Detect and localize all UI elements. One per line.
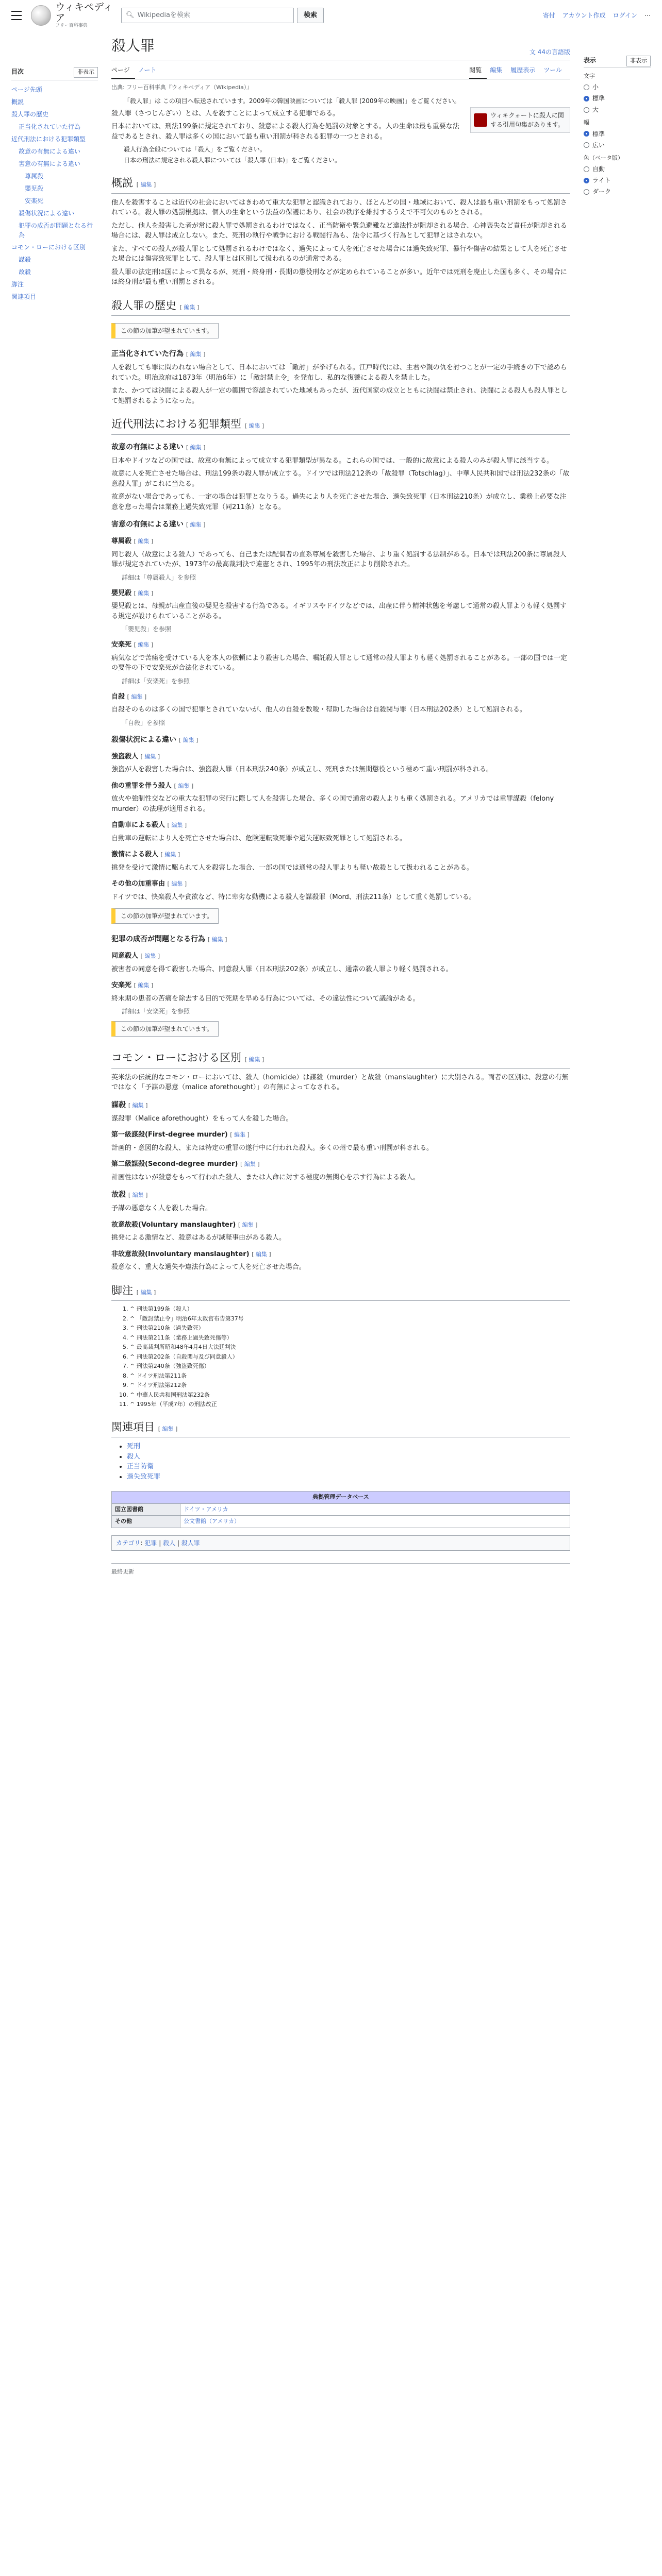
wikiquote-text: ウィキクォートに殺人に関する引用句集があります。 <box>490 111 565 128</box>
search-icon: 🔍︎ <box>126 11 135 20</box>
appearance-hide-button[interactable]: 非表示 <box>626 56 651 66</box>
reference-list <box>111 1305 570 1409</box>
authority-key: 国立図書館 <box>112 1503 180 1516</box>
paragraph: 予謀の悪意なく人を殺した場合。 <box>111 1205 212 1212</box>
paragraph: 故意がない場合であっても、一定の場合は犯罪となりうる。過失により人を死亡させた場合、過失致死罪（日本刑法210条）が成立し、業務上必要な注意を怠った場合は業務上過失致死罪（同211条）となる。 <box>111 493 567 511</box>
appearance-option[interactable] <box>584 164 651 174</box>
edit-link[interactable]: [ 編集 ] <box>174 783 194 789</box>
related-item <box>127 1462 570 1472</box>
from-wikipedia: 出典: フリー百科事典『ウィキペディア（Wikipedia）』 <box>111 84 253 91</box>
reference-item: 4. ^ 刑法第211条（業務上過失致死傷等） <box>130 1334 570 1343</box>
paragraph: 殺意なく、重大な過失や違法行為によって人を死亡させた場合。 <box>111 1263 306 1271</box>
appearance-option[interactable] <box>584 105 651 114</box>
edit-link[interactable]: [ 編集 ] <box>161 851 180 858</box>
radio-button[interactable] <box>584 96 589 101</box>
radio-button[interactable] <box>584 142 589 148</box>
reference-item: 10. ^ 中華人民共和国刑法第232条 <box>130 1391 570 1400</box>
more-icon[interactable]: ⋯ <box>644 12 651 19</box>
edit-link[interactable]: [ 編集 ] <box>245 1056 264 1063</box>
subsection-heading: 正当化されていた行為 [ 編集 ] <box>111 349 570 360</box>
paragraph: 強盗が人を殺害した場合は、強盗殺人罪（日本刑法240条）が成立し、死刑または無期懲役という極めて重い刑罰が科される。 <box>111 766 493 773</box>
option-label: ライト <box>592 177 611 184</box>
edit-link[interactable]: [ 編集 ] <box>240 1161 260 1167</box>
language-button[interactable]: 文︎ 44の言語版 <box>529 48 570 56</box>
lead-paragraph: 殺人罪（さつじんざい）とは、人を殺すことによって成立する犯罪である。 <box>111 109 340 117</box>
appearance-group-title: 色（ベータ版） <box>584 154 623 161</box>
section-heading-notes: 脚注 [ 編集 ] <box>111 1283 570 1301</box>
option-label: 広い <box>592 141 605 149</box>
paragraph: 自動車の運転により人を死亡させた場合は、危険運転致死罪や過失運転致死罪として処罰される。 <box>111 834 407 842</box>
edit-link[interactable]: [ 編集 ] <box>186 444 206 451</box>
reference-item: 2. ^ 「敵討禁止令」明治6年太政官布告第37号 <box>130 1315 570 1324</box>
section-heading-overview: 概説 [ 編集 ] <box>111 175 570 194</box>
edit-link[interactable]: [ 編集 ] <box>137 1289 156 1296</box>
appearance-panel <box>584 31 651 1576</box>
reference-item: 11. ^ 1995年（平成7年）の刑法改正 <box>130 1400 570 1409</box>
wikiquote-box[interactable] <box>470 107 570 133</box>
edit-link[interactable]: [ 編集 ] <box>230 1131 250 1138</box>
related-link[interactable]: 殺人 <box>127 1452 141 1461</box>
toc-item[interactable]: 概説 <box>11 98 24 106</box>
authority-title[interactable]: 典拠管理データベース <box>112 1492 570 1504</box>
subsubsection-heading: 同意殺人 [ 編集 ] <box>111 951 570 961</box>
edit-link[interactable]: [ 編集 ] <box>134 982 154 989</box>
paragraph: 計画性はないが殺意をもって行われた殺人、または人命に対する極度の無関心を示す行為による殺人。 <box>111 1173 420 1181</box>
paragraph: 人を殺しても罪に問われない場合として、日本においては「敵討」が挙げられる。江戸時代には、主君や親の仇を討つことが一定の手続きの下で認められていた。明治政府は1873年（明治6年）に「敵討禁止令」を発布し、私的な復讐による殺人を禁止した。 <box>111 364 567 382</box>
edit-link[interactable]: [ 編集 ] <box>180 304 200 311</box>
authority-key: その他 <box>112 1516 180 1528</box>
paragraph: 他人を殺害することは近代の社会においてはきわめて重大な犯罪と認識されており、ほとんどの国・地域において、殺人は最も重い刑罰をもって処罰されている。殺人罪の処罰根拠は、個人の生命という法益の保護にあり、社会の秩序を維持するうえで不可欠のものとされる。 <box>111 198 567 216</box>
radio-button[interactable] <box>584 178 589 183</box>
edit-link[interactable]: [ 編集 ] <box>238 1222 258 1228</box>
create-account-link[interactable]: アカウント作成 <box>562 12 606 19</box>
subsection-heading: 謀殺 [ 編集 ] <box>111 1100 570 1111</box>
paragraph: 嬰児殺とは、母親が出産直後の嬰児を殺害する行為である。イギリスやドイツなどでは、出産に伴う精神状態を考慮して通常の殺人罪よりも軽く処罰する規定が設けられていることがある。 <box>111 602 567 620</box>
reference-item: 5. ^ 最高裁判所昭和48年4月4日大法廷判決 <box>130 1343 570 1352</box>
radio-button[interactable] <box>584 84 589 90</box>
tab-edit[interactable]: 編集 <box>490 66 503 74</box>
subsection-heading: 故意の有無による違い [ 編集 ] <box>111 442 570 453</box>
reference-item: 6. ^ 刑法第202条（自殺関与及び同意殺人） <box>130 1353 570 1362</box>
subsection-heading: 犯罪の成否が問題となる行為 [ 編集 ] <box>111 934 570 945</box>
edit-link[interactable]: [ 編集 ] <box>134 590 154 597</box>
edit-link[interactable]: [ 編集 ] <box>179 737 198 743</box>
main-menu-icon[interactable] <box>11 11 22 20</box>
wikiquote-icon <box>474 113 487 127</box>
tab-tools[interactable]: ツール <box>543 66 562 74</box>
subsubsection-heading: 他の重罪を伴う殺人 [ 編集 ] <box>111 781 570 791</box>
paragraph: また、かつては決闘による殺人が一定の範囲で容認されていた地域もあったが、近代国家の成立とともに決闘は禁止され、決闘による殺人も殺人罪として処罰されるようになった。 <box>111 387 568 405</box>
subsubsection-heading: 安楽死 [ 編集 ] <box>111 640 570 650</box>
paragraph: 故意に人を死亡させた場合は、刑法199条の殺人罪が成立する。ドイツでは刑法212条の「故殺罪（Totschlag）」、中華人民共和国では刑法232条の「故意殺人罪」がこれに当たる。 <box>111 470 570 488</box>
appearance-option[interactable] <box>584 94 651 103</box>
toc-item[interactable]: 正当化されていた行為 <box>19 123 81 130</box>
search-input[interactable] <box>121 8 294 23</box>
toc-item[interactable]: 故殺 <box>19 268 31 276</box>
option-label: 自動 <box>592 165 605 173</box>
subsubsection-heading: 安楽死 [ 編集 ] <box>111 980 570 991</box>
subsubsection-heading: 自殺 [ 編集 ] <box>111 692 570 702</box>
paragraph: 病気などで苦痛を受けている人を本人の依頼により殺害した場合、嘱託殺人罪として通常の殺人罪よりも軽く処罰されることがある。一部の国では一定の要件の下で安楽死が合法化されている。 <box>111 654 568 672</box>
hatnote: 「殺人罪」は この項目へ転送されています。2009年の韓国映画については「殺人罪 (2009年の映画)」をご覧ください。 <box>124 97 460 105</box>
toc-item[interactable]: ページ先頭 <box>11 86 42 93</box>
tab-page[interactable]: ページ <box>111 62 135 79</box>
radio-button[interactable] <box>584 166 589 172</box>
category-link[interactable]: 殺人罪 <box>181 1539 200 1547</box>
radio-button[interactable] <box>584 107 589 113</box>
lead-paragraph: 日本においては、刑法199条に規定されており、殺意による殺人行為を処罰の対象とする。人の生命は最も重要な法益であるとされ、殺人罪は多くの国において最も重い刑罰が科される犯罪の一つとされる。 <box>111 123 459 141</box>
related-item <box>127 1442 570 1452</box>
page-title: 殺人罪 <box>111 37 155 54</box>
site-logo[interactable] <box>31 2 121 29</box>
paragraph: 終末期の患者の苦痛を除去する目的で死期を早める行為については、その違法性について議論がある。 <box>111 994 420 1003</box>
subsubsection-heading: 強盗殺人 [ 編集 ] <box>111 752 570 762</box>
see-also-note: 詳細は「安楽死」を参照 <box>122 1008 190 1015</box>
subsubsection-heading: 嬰児殺 [ 編集 ] <box>111 588 570 599</box>
subsection-heading: 害意の有無による違い [ 編集 ] <box>111 519 570 530</box>
paragraph: また、すべての殺人が殺人罪として処罰されるわけではなく、過失によって人を死亡させた場合には過失致死罪、暴行や傷害の結果として人を死亡させた場合には傷害致死罪として、殺人罪とは区別して扱われるのが通常である。 <box>111 245 567 263</box>
edit-link[interactable]: [ 編集 ] <box>134 641 154 648</box>
toc-item[interactable]: 殺傷状況による違い <box>19 209 75 217</box>
toc-item[interactable]: 近代刑法における犯罪類型 <box>11 135 86 143</box>
edit-link[interactable]: [ 編集 ] <box>252 1251 271 1258</box>
related-link[interactable]: 過失致死罪 <box>127 1472 161 1481</box>
appearance-group-title: 文字 <box>584 72 595 79</box>
toc-item[interactable]: 関連項目 <box>11 293 37 300</box>
paragraph: 挑発を受けて激情に駆られて人を殺害した場合、一部の国では通常の殺人罪よりも軽い故殺として扱われることがある。 <box>111 863 474 872</box>
edit-link[interactable]: [ 編集 ] <box>186 521 206 528</box>
reference-item: 8. ^ ドイツ刑法第211条 <box>130 1372 570 1381</box>
appearance-title: 表示 <box>584 57 597 64</box>
table-of-contents <box>11 31 98 1576</box>
tab-read[interactable]: 閲覧 <box>469 62 487 79</box>
related-item <box>127 1472 570 1482</box>
paragraph: ただし、他人を殺害した者が常に殺人罪で処罰されるわけではなく、正当防衛や緊急避難など違法性が阻却される場合、心神喪失など責任が阻却される場合には、殺人罪は成立しない。また、死刑の執行や戦争における戦闘行為も、法令に基づく行為として犯罪とはされない。 <box>111 222 567 240</box>
toc-title: 目次 <box>11 68 24 75</box>
see-also-note: 「嬰児殺」を参照 <box>122 625 172 633</box>
category-link[interactable]: 犯罪 <box>144 1539 157 1547</box>
see-also-note: 「自殺」を参照 <box>122 719 166 726</box>
option-label: ダーク <box>592 188 611 195</box>
subsubsection-heading: 尊属殺 [ 編集 ] <box>111 536 570 547</box>
expand-notice: この節の加筆が望まれています。 <box>111 908 219 924</box>
paragraph: 同じ殺人（故意による殺人）であっても、自己または配偶者の直系尊属を殺害した場合、より重く処罰する法制がある。日本では刑法200条に尊属殺人罪が規定されていたが、1973年の最高裁判決で違憲とされ、1995年の刑法改正により削除された。 <box>111 550 567 568</box>
edit-link[interactable]: [ 編集 ] <box>158 1426 178 1432</box>
authority-control <box>111 1491 570 1528</box>
option-label: 小 <box>592 83 599 91</box>
category-link[interactable]: 殺人 <box>163 1539 176 1547</box>
paragraph: 計画的・意図的な殺人、または特定の重罪の遂行中に行われた殺人。多くの州で最も重い刑罰が科される。 <box>111 1144 434 1152</box>
toc-item[interactable]: 犯罪の成否が問題となる行為 <box>19 222 93 239</box>
category-label[interactable]: カテゴリ <box>116 1539 141 1547</box>
paragraph: ドイツでは、快楽殺人や貪欲など、特に卑劣な動機による殺人を謀殺罪（Mord、刑法211条）として重く処罰している。 <box>111 893 476 901</box>
paragraph: 謀殺罪（Malice aforethought）をもって人を殺した場合。 <box>111 1114 293 1123</box>
edit-link[interactable]: [ 編集 ] <box>245 422 264 429</box>
subsubsection-heading: 激情による殺人 [ 編集 ] <box>111 850 570 860</box>
authority-value[interactable]: 公文書館（アメリカ） <box>180 1516 570 1528</box>
subsection-heading: 殺傷状況による違い [ 編集 ] <box>111 735 570 745</box>
toc-item[interactable]: 害意の有無による違い <box>19 160 81 167</box>
subsubsection-heading: 故意故殺(Voluntary manslaughter) [ 編集 ] <box>111 1220 570 1230</box>
article <box>98 31 584 1576</box>
user-tools <box>543 11 651 20</box>
search-button[interactable]: 検索 <box>297 8 324 23</box>
subsubsection-heading: 第一級謀殺(First-degree murder) [ 編集 ] <box>111 1130 570 1140</box>
related-list <box>111 1442 570 1482</box>
radio-button[interactable] <box>584 189 589 195</box>
reference-item: 3. ^ 刑法第210条（過失致死） <box>130 1324 570 1333</box>
paragraph: 殺人罪の法定刑は国によって異なるが、死刑・終身刑・長期の懲役刑などが定められていることが多い。近年では死刑を廃止した国も多く、その場合には終身刑が最も重い刑罰とされる。 <box>111 268 567 286</box>
site-header <box>0 0 662 31</box>
toc-item[interactable]: 安楽死 <box>25 197 44 205</box>
subsubsection-heading: 自動車による殺人 [ 編集 ] <box>111 820 570 831</box>
edit-link[interactable]: [ 編集 ] <box>168 880 187 887</box>
paragraph: 挑発による激情など、殺意はあるが減軽事由がある殺人。 <box>111 1234 286 1242</box>
login-link[interactable]: ログイン <box>613 12 637 19</box>
edit-link[interactable]: [ 編集 ] <box>168 822 187 828</box>
appearance-option[interactable] <box>584 141 651 150</box>
tab-history[interactable]: 履歴表示 <box>510 66 536 74</box>
hatnote: 殺人行為全般については「殺人」をご覧ください。 <box>124 146 266 153</box>
related-link[interactable]: 正当防衛 <box>127 1463 154 1470</box>
option-label: 標準 <box>592 95 605 102</box>
edit-link[interactable]: [ 編集 ] <box>128 1102 148 1109</box>
toc-item[interactable]: 謀殺 <box>19 256 31 263</box>
appearance-group-title: 幅 <box>584 119 589 126</box>
tab-talk[interactable]: ノート <box>138 66 157 74</box>
appearance-option[interactable] <box>584 176 651 185</box>
section-heading-common-law: コモン・ローにおける区別 [ 編集 ] <box>111 1050 570 1069</box>
page-footer: 最終更新 <box>111 1563 570 1577</box>
paragraph: 日本やドイツなどの国では、故意の有無によって成立する犯罪類型が異なる。これらの国では、一般的に故意による殺人のみが殺人罪に該当する。 <box>111 456 554 465</box>
category-links: カテゴリ: 犯罪 | 殺人 | 殺人罪 <box>111 1535 570 1551</box>
toc-hide-button[interactable]: 非表示 <box>74 67 98 78</box>
reference-item: 9. ^ ドイツ刑法第212条 <box>130 1381 570 1390</box>
appearance-option[interactable] <box>584 82 651 92</box>
hatnote: 日本の刑法に規定される殺人罪については「殺人罪 (日本)」をご覧ください。 <box>124 157 341 164</box>
section-heading-related: 関連項目 [ 編集 ] <box>111 1419 570 1438</box>
reference-item: 1. ^ 刑法第199条（殺人） <box>130 1305 570 1314</box>
section-heading-history: 殺人罪の歴史 [ 編集 ] <box>111 298 570 316</box>
toc-item[interactable]: 尊属殺 <box>25 172 44 180</box>
see-also-note: 詳細は「尊属殺人」を参照 <box>122 573 196 581</box>
paragraph: 自殺そのものは多くの国で犯罪とされていないが、他人の自殺を教唆・幇助した場合は自殺関与罪（日本刑法202条）として処罰される。 <box>111 706 526 714</box>
subsubsection-heading: その他の加重事由 [ 編集 ] <box>111 879 570 889</box>
option-label: 大 <box>592 106 599 113</box>
subsection-heading: 故殺 [ 編集 ] <box>111 1190 570 1200</box>
related-item <box>127 1452 570 1462</box>
radio-button[interactable] <box>584 131 589 137</box>
subsubsection-heading: 第二級謀殺(Second-degree murder) [ 編集 ] <box>111 1159 570 1170</box>
edit-link[interactable]: [ 編集 ] <box>127 693 147 700</box>
edit-link[interactable]: [ 編集 ] <box>137 181 156 188</box>
paragraph: 英米法の伝統的なコモン・ローにおいては、殺人（homicide）は謀殺（murder）と故殺（manslaughter）に大別される。両者の区別は、殺意の有無ではなく「予謀の悪意（malice aforethought）」の有無によってなされる。 <box>111 1073 569 1091</box>
toc-item[interactable]: コモン・ローにおける区別 <box>11 243 86 251</box>
toc-item[interactable]: 脚注 <box>11 280 24 288</box>
toc-item[interactable]: 殺人罪の歴史 <box>11 110 49 118</box>
option-label: 標準 <box>592 130 605 138</box>
page-tabs <box>111 62 570 79</box>
edit-link[interactable]: [ 編集 ] <box>141 753 160 760</box>
section-heading-modern: 近代刑法における犯罪類型 [ 編集 ] <box>111 416 570 435</box>
toc-item[interactable]: 嬰児殺 <box>25 184 44 192</box>
appearance-option[interactable] <box>584 129 651 139</box>
expand-notice: この節の加筆が望まれています。 <box>111 323 219 338</box>
search-form <box>121 8 324 23</box>
appearance-option[interactable] <box>584 187 651 196</box>
authority-value[interactable]: ドイツ・アメリカ <box>180 1503 570 1516</box>
edit-link[interactable]: [ 編集 ] <box>208 936 227 943</box>
subsubsection-heading: 非故意故殺(Involuntary manslaughter) [ 編集 ] <box>111 1249 570 1260</box>
edit-link[interactable]: [ 編集 ] <box>186 351 206 358</box>
search-placeholder: Wikipediaを検索 <box>137 11 190 20</box>
wikipedia-globe-icon <box>31 5 51 26</box>
see-also-note: 詳細は「安楽死」を参照 <box>122 677 190 685</box>
logo-title: ウィキペディア <box>55 2 113 24</box>
edit-link[interactable]: [ 編集 ] <box>128 1192 148 1198</box>
toc-item[interactable]: 故意の有無による違い <box>19 147 81 155</box>
donate-link[interactable]: 寄付 <box>542 12 555 19</box>
paragraph: 放火や強制性交などの重大な犯罪の実行に際して人を殺害した場合、多くの国で通常の殺人よりも重く処罰される。アメリカでは重罪謀殺（felony murder）の法理が適用される。 <box>111 795 554 813</box>
related-link[interactable]: 死刑 <box>127 1443 141 1450</box>
edit-link[interactable]: [ 編集 ] <box>141 953 160 959</box>
expand-notice: この節の加筆が望まれています。 <box>111 1021 219 1037</box>
logo-subtitle: フリー百科事典 <box>55 23 88 28</box>
paragraph: 被害者の同意を得て殺害した場合、同意殺人罪（日本刑法202条）が成立し、通常の殺人罪より軽く処罰される。 <box>111 965 453 973</box>
reference-item: 7. ^ 刑法第240条（強盗致死傷） <box>130 1362 570 1371</box>
edit-link[interactable]: [ 編集 ] <box>134 538 154 545</box>
